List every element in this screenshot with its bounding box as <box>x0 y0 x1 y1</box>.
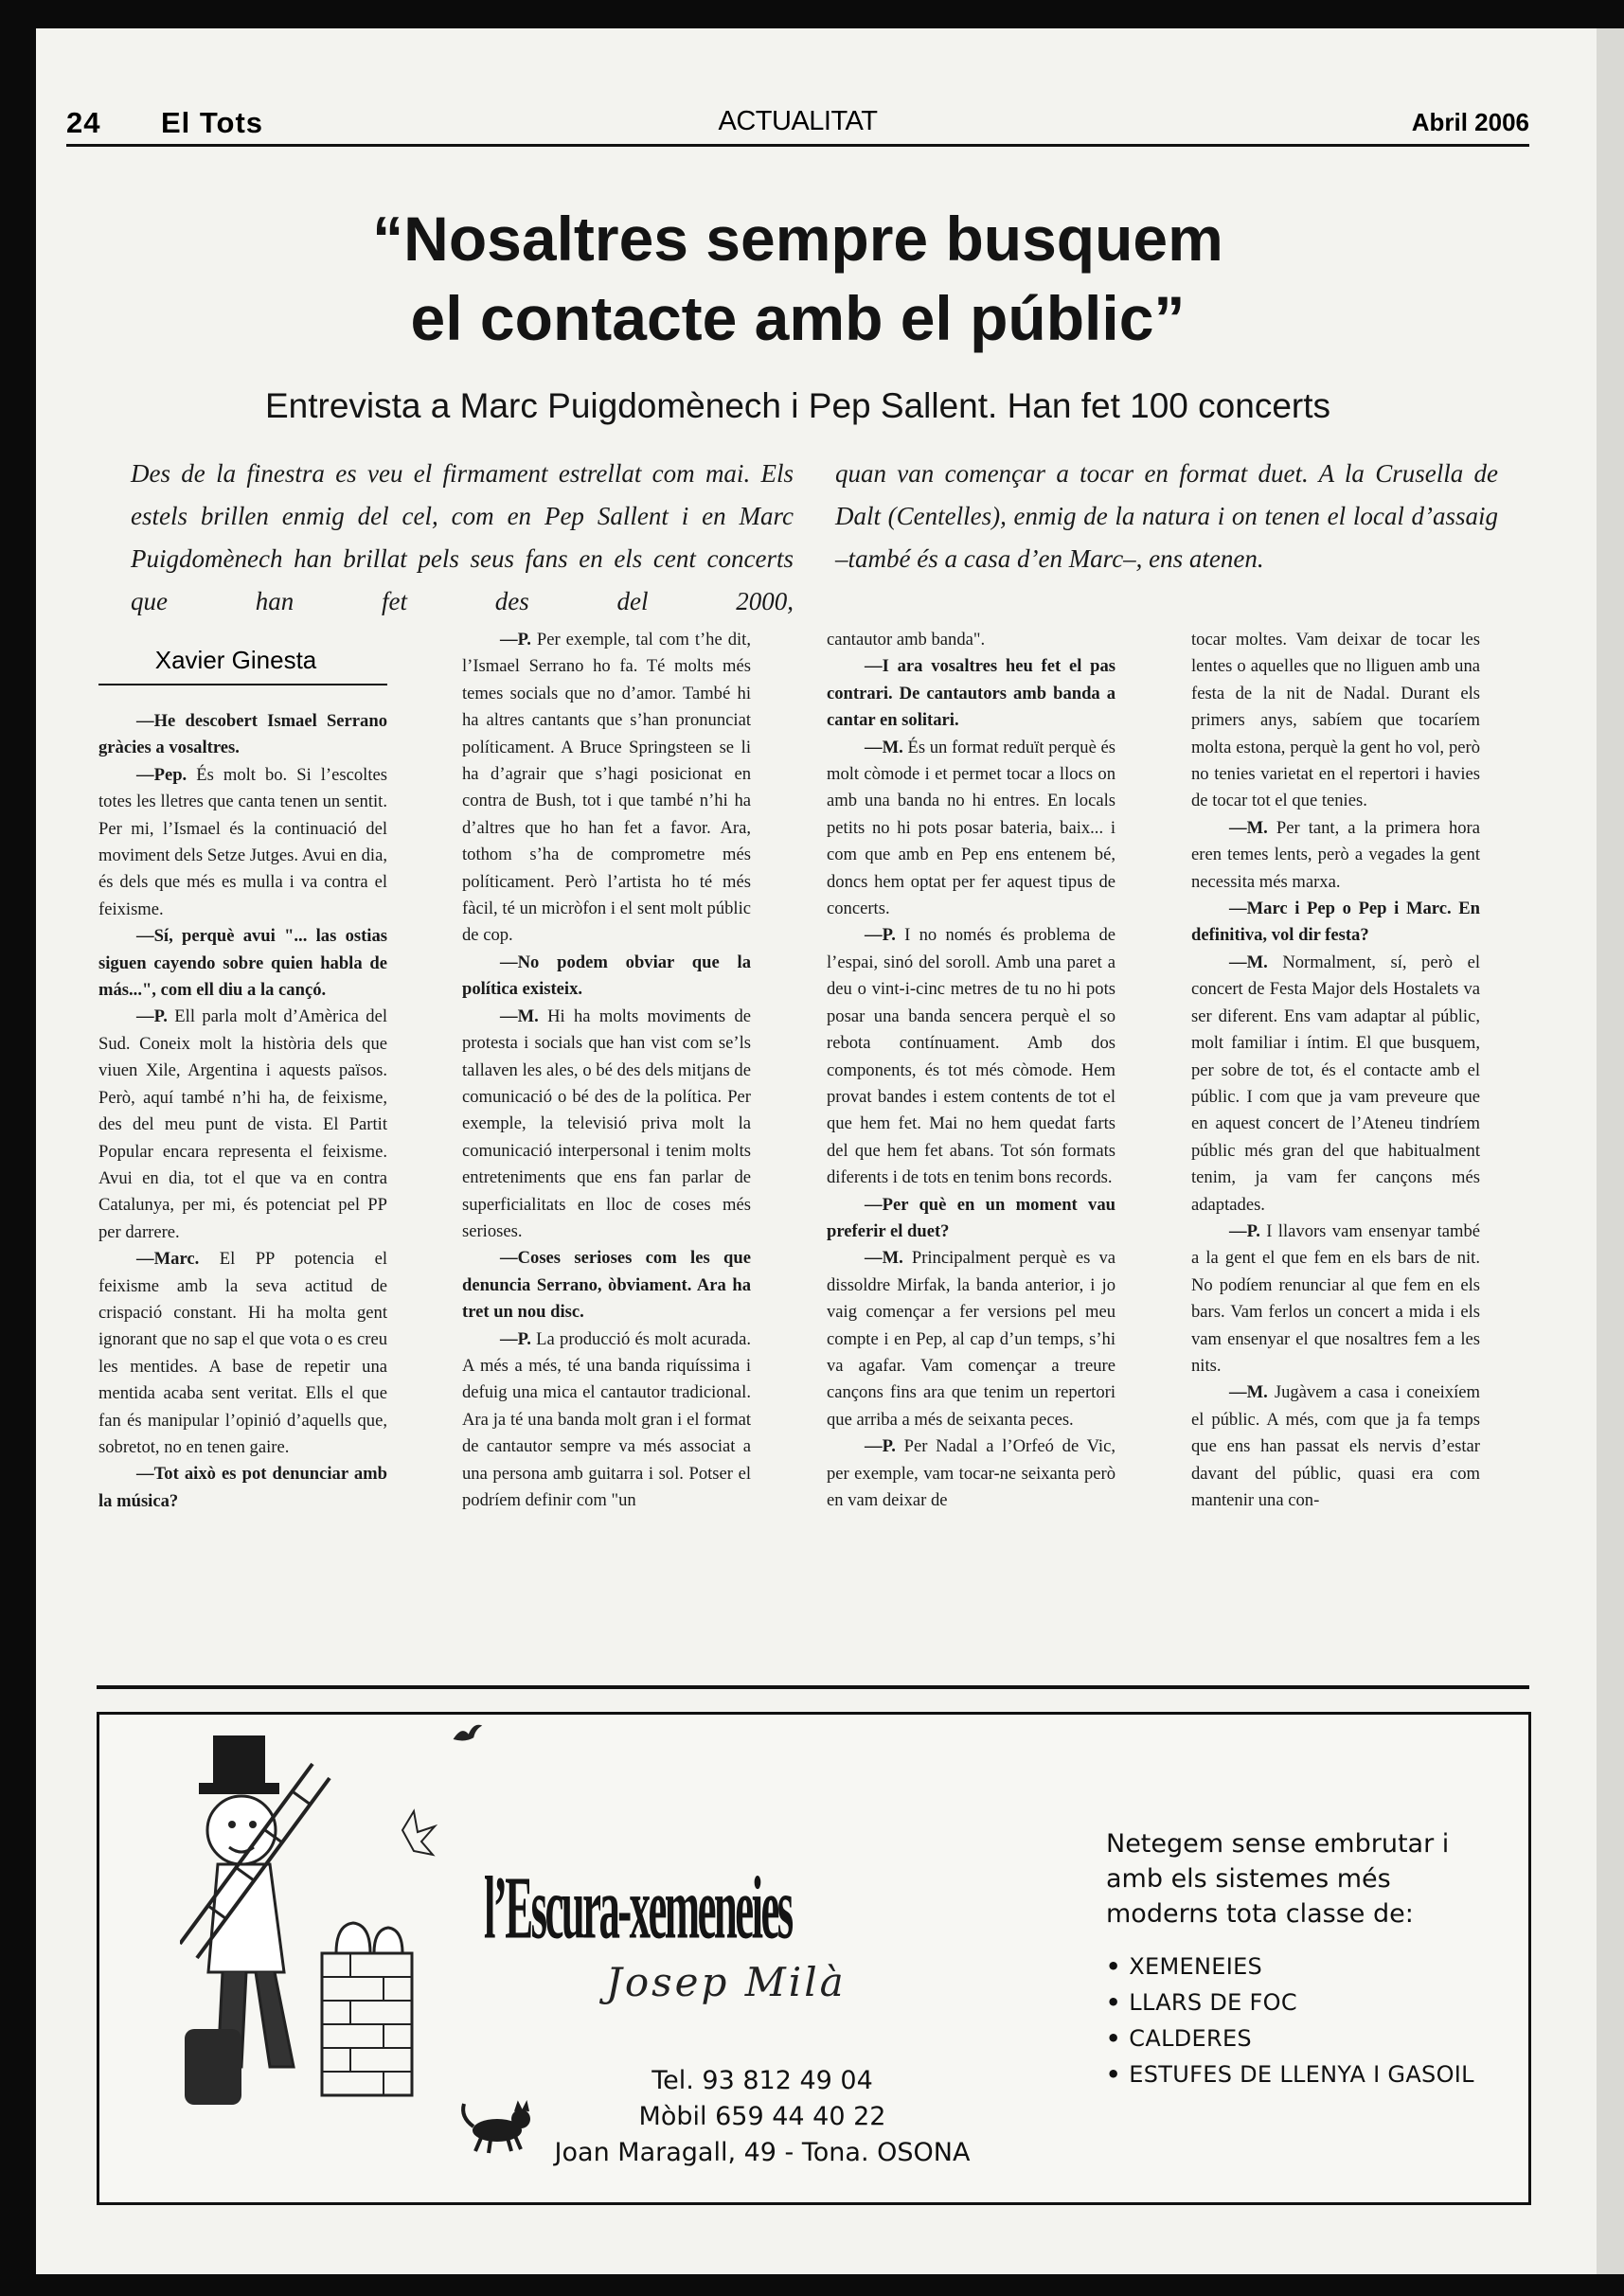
interview-question: —Per què en un moment vau preferir el duet? <box>827 1194 1115 1241</box>
ad-service-item: • XEMENEIES <box>1106 1949 1504 1985</box>
interview-answer <box>98 1004 387 1246</box>
speaker-label: —M. <box>865 737 903 757</box>
interview-answer <box>462 1004 751 1246</box>
speaker-label: —Marc. <box>136 1249 200 1270</box>
article-bottom-rule <box>97 1685 1529 1689</box>
article-column-2 <box>462 627 751 1514</box>
speaker-label: —M. <box>1229 817 1268 838</box>
answer-text: És molt bo. Si l’escoltes totes les lletres que canta tenen un sentit. Per mi, l’Ismael és la continuació del moviment dels Setze Jutges. Avui en dia, és dels que més es mulla i va contra el feixisme. <box>98 764 387 919</box>
newspaper-page <box>36 28 1597 2274</box>
ad-phone: Tel. 93 812 49 04 <box>651 2066 873 2095</box>
speaker-label: —M. <box>1229 952 1268 972</box>
speaker-label: —M. <box>1229 1382 1268 1403</box>
answer-text: Jugàvem a casa i coneixíem el públic. A més, com que ja fa temps que ens han passat els nervis d’estar davant del públic, quasi era com mantenir una con- <box>1191 1382 1480 1510</box>
answer-text: Principalment perquè es va dissoldre Mirfak, la banda anterior, i jo vaig començar a fer versions pel meu compte i en Pep, al cap d’un temps, s’hi va agafar. Vam començar a treure cançons fins ara que tenim un repertori que arriba a més de seixanta peces. <box>827 1248 1115 1430</box>
interview-answer <box>462 627 751 950</box>
continued-text: tocar moltes. Vam deixar de tocar les lentes o aquelles que no lliguen amb una festa de la nit de Nadal. Durant els primers anys, sabíem que tocaríem molta estona, perquè la gent ho vol, però no tenies varietat en el repertori i havies de tocar tot el que tenies. <box>1191 630 1480 811</box>
headline-line-2: el contacte amb el públic” <box>410 283 1186 353</box>
ad-services-list <box>1106 1949 1504 2092</box>
answer-text: Ell parla molt d’Amèrica del Sud. Coneix molt la història dels que viuen Xile, Argentina i aquests països. Però, aquí també n’hi ha, de feixisme, des del meu punt de vista. El Partit Popular encara representa el feixisme. Avui en dia, tot el que va en contra Catalunya, per mi, és potenciat pel PP per darrere. <box>98 1006 387 1242</box>
article-column-3 <box>827 627 1115 1514</box>
interview-answer <box>1191 1379 1480 1514</box>
interview-question: —He descobert Ismael Serrano gràcies a vosaltres. <box>98 711 387 758</box>
author-rule <box>98 684 387 685</box>
interview-answer <box>827 735 1115 923</box>
speaker-label: —M. <box>500 1006 539 1026</box>
headline <box>66 199 1529 358</box>
speaker-label: —P. <box>500 1328 531 1349</box>
headline-line-1: “Nosaltres sempre busquem <box>372 204 1223 274</box>
ad-service-item: • ESTUFES DE LLENYA I GASOIL <box>1106 2056 1504 2092</box>
author-byline: Xavier Ginesta <box>154 646 317 674</box>
advertisement <box>97 1712 1531 2205</box>
ad-owner-signature: Josep Milà <box>606 1959 847 2005</box>
speaker-label: —P. <box>500 630 531 650</box>
section-name: ACTUALITAT <box>718 106 878 136</box>
speaker-label: —P. <box>1229 1220 1260 1241</box>
adjacent-page-edge <box>1597 28 1624 2274</box>
ad-address: Joan Maragall, 49 - Tona. OSONA <box>554 2138 971 2167</box>
interview-answer <box>1191 950 1480 1219</box>
interview-answer <box>98 1246 387 1461</box>
interview-answer <box>1191 815 1480 896</box>
speaker-label: —Pep. <box>136 764 187 785</box>
ad-contact-block <box>554 2063 971 2171</box>
ad-service-item: • CALDERES <box>1106 2020 1504 2056</box>
page-header <box>66 106 1529 146</box>
continued-text: cantautor amb banda". <box>827 630 986 650</box>
subtitle: Entrevista a Marc Puigdomènech i Pep Sallent. Han fet 100 concerts <box>265 386 1330 425</box>
lead-right: quan van començar a tocar en format duet. A la Crusella de Dalt (Centelles), enmig de la natura i on tenen el local d’assaig –també és a casa d’en Marc–, ens atenen. <box>835 459 1498 573</box>
issue-date: Abril 2006 <box>1411 108 1529 136</box>
interview-answer <box>462 1326 751 1515</box>
answer-text: Per tant, a la primera hora eren temes lents, però a vegades la gent necessita més marxa. <box>1191 817 1480 892</box>
chimney-sweep-illustration <box>180 1726 440 2124</box>
bird-icon <box>450 1722 484 1748</box>
interview-question: —Sí, perquè avui "... las ostias siguen cayendo sobre quien habla de más...", com ell diu a la cançó. <box>98 926 387 1001</box>
interview-question: —Marc i Pep o Pep i Marc. En definitiva, vol dir festa? <box>1191 899 1480 946</box>
interview-question: —Tot això es pot denunciar amb la música? <box>98 1464 387 1511</box>
answer-text: La producció és molt acurada. A més a més, té una banda riquíssima i defuig una mica el cantautor tradicional. Ara ja té una banda molt gran i el format de cantautor sempre va més associat a una persona amb guitarra i sol. Potser el podríem definir com "un <box>462 1328 751 1510</box>
article-column-4 <box>1191 627 1480 1514</box>
interview-answer <box>827 1245 1115 1433</box>
ad-intro: Netegem sense embrutar i amb els sistemes més moderns tota classe de: <box>1106 1829 1450 1929</box>
answer-text: Hi ha molts moviments de protesta i socials que han vist com se’ls tallaven les ales, o bé des dels mitjans de comunicació o bé des de la política. Per exemple, la televisió priva molt la comunicació interpersonal i tenim molts entreteniments que ens fan parlar de superficialitats en lloc de coses més serioses. <box>462 1006 751 1241</box>
speaker-label: —P. <box>865 925 896 946</box>
interview-answer <box>827 922 1115 1191</box>
interview-question: —I ara vosaltres heu fet el pas contrari. De cantautors amb banda a cantar en solitari. <box>827 656 1115 731</box>
article-column-1 <box>98 708 387 1515</box>
answer-text: El PP potencia el feixisme amb la seva actitud de crispació constant. Hi ha molta gent ignorant que no sap el que vota o es creu les mentides. A base de repetir una mentida acaba sent veritat. Ells el que fan és manipular l’opinió d’aquells que, sobretot, no en tenen gaire. <box>98 1249 387 1457</box>
answer-text: Normalment, sí, però el concert de Festa Major dels Hostalets va ser diferent. Ens vam adaptar al públic, molt familiar i íntim. El que busquem, per sobre de tot, és el contacte amb el públic. I com que ja vam preveure que en aquest concert de l’Ateneu tindríem públic més gran del que habitualment tenim, ja vam fer cançons més adaptades. <box>1191 952 1480 1215</box>
answer-text: I no només és problema de l’espai, sinó del soroll. Amb una paret a deu o vint-i-cinc metres de tu no hi pots posar una banda sencera perquè el so rebota contínuament. Amb dos components, és tot més còmode. Hem provat bandes i estem contents de tot el que hem fet. Mai no hem quedat farts del que hem fet abans. Tot són formats diferents i de tots en tenim bons records. <box>827 925 1115 1188</box>
interview-question: —Coses serioses com les que denuncia Serrano, òbviament. Ara ha tret un nou disc. <box>462 1248 751 1323</box>
ad-mobile: Mòbil 659 44 40 22 <box>638 2102 886 2131</box>
page-number: 24 <box>66 106 101 139</box>
answer-text: Per Nadal a l’Orfeó de Vic, per exemple, vam tocar-ne seixanta però en vam deixar de <box>827 1436 1115 1510</box>
speaker-label: —M. <box>865 1248 903 1269</box>
speaker-label: —P. <box>865 1436 896 1457</box>
ad-service-item: • LLARS DE FOC <box>1106 1985 1504 2020</box>
interview-answer <box>827 1433 1115 1514</box>
answer-text: És un format reduït perquè és molt còmode i et permet tocar a llocs on amb una banda no hi entres. En locals petits no hi pots posar bateria, baix... i com que amb en Pep ens entenem bé, doncs hem optat per fer aquest tipus de concerts. <box>827 737 1115 919</box>
cat-icon <box>455 2098 540 2155</box>
answer-text: Per exemple, tal com t’he dit, l’Ismael Serrano ho fa. Té molts més temes socials que no d’amor. També hi ha altres cantants que s’han pronunciat políticament. A Bruce Springsteen se li ha d’agrair que s’hagi posicionat en contra de Bush, tot i que també n’hi ha d’altres que ho han fet a favor. Ara, tothom s’ha de comprometre més políticament. Però l’artista ho té més fàcil, té un micròfon i el sent molt públic de cop. <box>462 630 751 946</box>
publication-name: El Tots <box>161 106 264 139</box>
lead-left: Des de la finestra es veu el firmament estrellat com mai. Els estels brillen enmig del cel, com en Pep Sallent i en Marc Puigdomènech han brillat pels seus fans en els cent concerts que han fet des del 2000, <box>131 459 794 615</box>
header-rule <box>66 144 1529 147</box>
interview-answer <box>98 762 387 923</box>
interview-question: —No podem obviar que la política existeix. <box>462 952 751 1000</box>
ad-services-block <box>1106 1826 1504 2092</box>
ad-brand-name: l’Escura-xemeneies <box>484 1860 792 1959</box>
answer-text: I llavors vam ensenyar també a la gent el que fem en els bars de nit. No podíem renunciar al que fem en els bars. Vam ferlos un concert a mida i els vam ensenyar el que nosaltres fem a les nits. <box>1191 1220 1480 1376</box>
interview-answer <box>1191 1219 1480 1379</box>
speaker-label: —P. <box>136 1006 168 1027</box>
